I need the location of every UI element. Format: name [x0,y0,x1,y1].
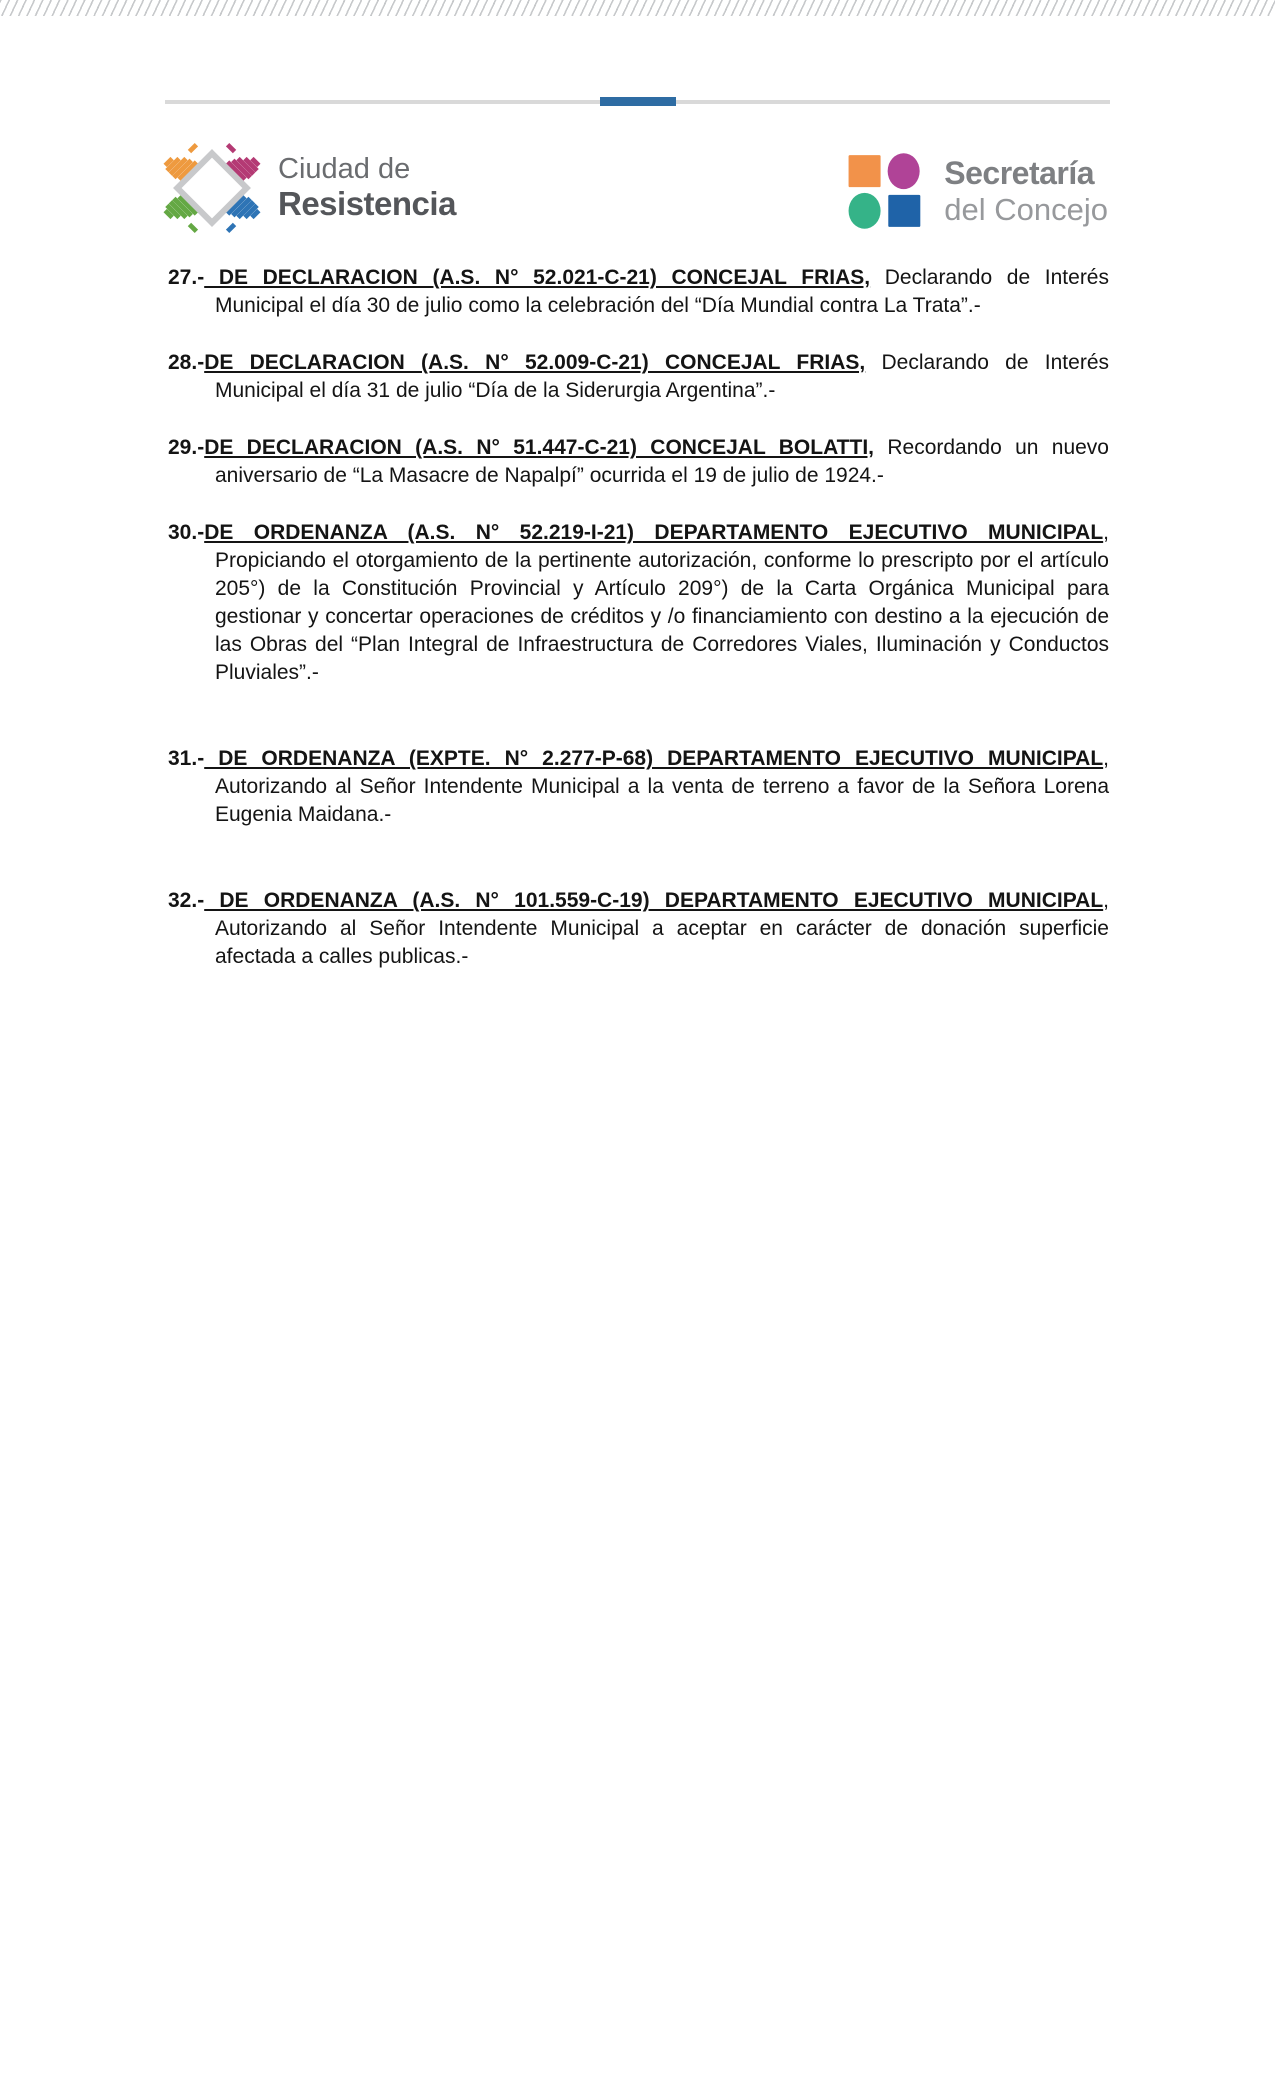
shape-square-orange [849,155,881,187]
logo-left-line1: Ciudad de [278,152,411,185]
shape-circle-teal [849,193,881,229]
resistencia-diamond-icon [160,136,264,240]
agenda-item-30 [168,519,1109,687]
item-heading: DE ORDENANZA (A.S. N° 101.559-C-19) DEPARTAMENTO EJECUTIVO MUNICIPAL [204,889,1104,912]
shape-square-blue [889,195,921,227]
item-body: Recordando un nuevo aniversario de “La Masacre de Napalpí” ocurrida el 19 de julio de 1924.- [215,436,1109,487]
logo-left-text [278,154,456,222]
item-number: 32.- [168,889,205,912]
logo-secretaria-del-concejo [846,148,1108,234]
item-body: Declarando de Interés Municipal el día 31 de julio “Día de la Siderurgia Argentina”.- [215,351,1109,402]
item-heading: DE DECLARACION (A.S. N° 52.021-C-21) CONCEJAL FRIAS, [204,266,871,289]
agenda-item-31 [168,745,1109,829]
header-divider-accent [600,97,676,106]
item-number: 30.- [168,521,205,544]
hatch-pattern-band [0,0,1275,16]
shape-circle-magenta [888,153,920,189]
logo-right-line1: Secretaría [944,154,1095,191]
agenda-item-27 [168,264,1109,320]
item-number: 31.- [168,747,205,770]
item-number: 29.- [168,436,205,459]
logo-right-text [944,155,1108,227]
logo-left-line2: Resistencia [278,184,456,222]
item-number: 27.- [168,266,205,289]
agenda-item-28 [168,349,1109,405]
item-body: , Autorizando al Señor Intendente Municipal a la venta de terreno a favor de la Señora Lorena Eugenia Maidana.- [215,747,1109,826]
item-body: , Propiciando el otorgamiento de la pertinente autorización, conforme lo prescripto por el artículo 205°) de la Constitución Provincial y Artículo 209°) de la Carta Orgánica Municipal para gestionar y concertar operaciones de créditos y /o financiamiento con destino a la ejecución de las Obras del “Plan Integral de Infraestructura de Corredores Viales, Iluminación y Conductos Pluviales”.- [215,521,1109,684]
agenda-item-32 [168,887,1109,971]
item-number: 28.- [168,351,205,374]
item-heading: DE ORDENANZA (EXPTE. N° 2.277-P-68) DEPARTAMENTO EJECUTIVO MUNICIPAL [204,747,1104,770]
item-heading: DE ORDENANZA (A.S. N° 52.219-I-21) DEPARTAMENTO EJECUTIVO MUNICIPAL [204,521,1104,544]
concejo-shapes-icon [846,148,928,234]
logo-right-line2: del Concejo [944,191,1108,227]
agenda-item-29 [168,434,1109,490]
item-heading: DE DECLARACION (A.S. N° 52.009-C-21) CONCEJAL FRIAS, [204,351,866,374]
agenda-list [168,264,1109,1000]
logo-ciudad-de-resistencia [160,136,456,240]
item-body: , Autorizando al Señor Intendente Municipal a aceptar en carácter de donación superficie afectada a calles publicas.- [215,889,1109,968]
item-body: Declarando de Interés Municipal el día 30 de julio como la celebración del “Día Mundial contra La Trata”.- [215,266,1109,317]
item-heading: DE DECLARACION (A.S. N° 51.447-C-21) CONCEJAL BOLATTI, [204,436,875,459]
